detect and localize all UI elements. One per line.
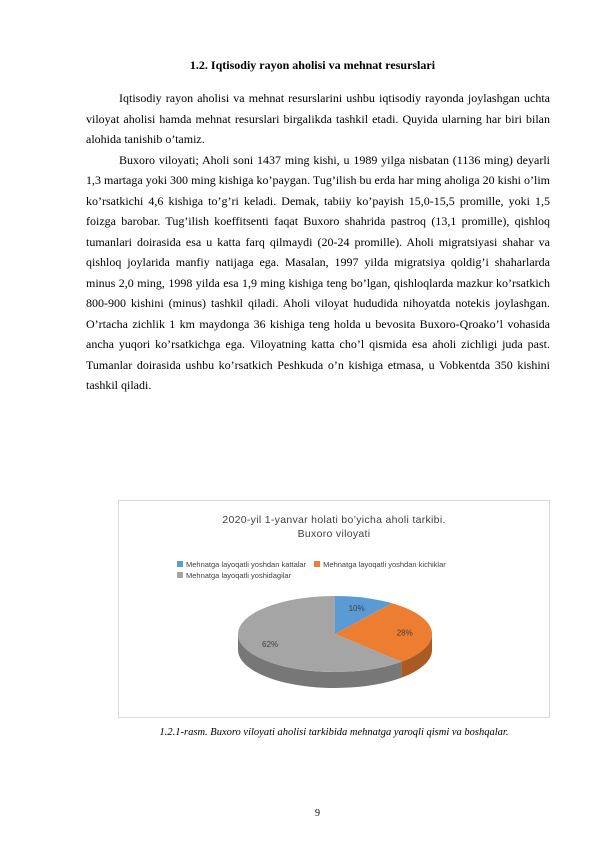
body-text [86,88,550,396]
pie-chart [118,500,550,718]
pie-data-label: 10% [348,603,365,613]
legend-label: Mehnatga layoqatli yoshdan kattalar [186,560,307,569]
page-number: 9 [315,808,320,819]
pie-plot [119,501,549,717]
paragraph: Iqtisodiy rayon aholisi va mehnat resurslarini ushbu iqtisodiy rayonda joylashgan uchta viloyat aholisi hamda mehnat resurslari birgalikda tashkil etadi. Quyida ularning har biri bilan alohida tanishib o’tamiz. [86,91,550,146]
chart-title: 2020-yil 1-yanvar holati bo’yicha aholi tarkibi. [222,514,446,526]
paragraph: Buxoro viloyati; Aholi soni 1437 ming kishi, u 1989 yilga nisbatan (1136 ming) deyarli 1,3 martaga yoki 300 ming kishiga ko’paygan. Tug’ilish bu erda har ming aholiga 20 kishi o’lim ko’rsatkichi 4,6 kishiga to’g’ri keladi. Demak, tabiiy ko’payish 15,0-15,5 promille, yoki 1,5 foizga barobar. Tug’ilish koeffitsenti faqat Buxoro shahrida pastroq (13,1 promille), qishloq tumanlari doirasida esa u katta farq qilmaydi (20-24 promille). Aholi migratsiyasi shahar va qishloq joylarida manfiy natijaga ega. Masalan, 1997 yilda migratsiya qoldig’i shaharlarda minus 2,0 ming, 1998 yilda esa 1,9 ming kishiga teng bo’lgan, qishloqlarda mazkur ko’rsatkich 800-900 kishini (minus) tashkil qiladi. Aholi viloyat hududida nihoyatda notekis joylashgan. O’rtacha zichlik 1 km maydonga 36 kishiga teng holda u bevosita Buxoro-Qroako’l vohasida ancha yuqori ko’rsatkichga ega. Viloyatning katta cho’l qismida esa aholi zichligi juda past. Tumanlar doirasida ushbu ko’rsatkich Peshkuda o’n kishiga etmasa, u Vobkentda 350 kishini tashkil qiladi. [86,152,550,392]
chart-subtitle: Buxoro viloyati [297,528,371,540]
pie-data-label: 62% [262,640,279,650]
section-heading: 1.2. Iqtisodiy rayon aholisi va mehnat resurslari [189,58,436,72]
figure-caption: 1.2.1-rasm. Buxoro viloyati aholisi tarkibida mehnatga yaroqli qismi va boshqalar. [159,727,509,738]
legend-label: Mehnatga layoqatli yoshidagilar [186,571,292,580]
legend-label: Mehnatga layoqatli yoshdan kichiklar [323,560,446,569]
pie-data-label: 28% [396,628,413,638]
